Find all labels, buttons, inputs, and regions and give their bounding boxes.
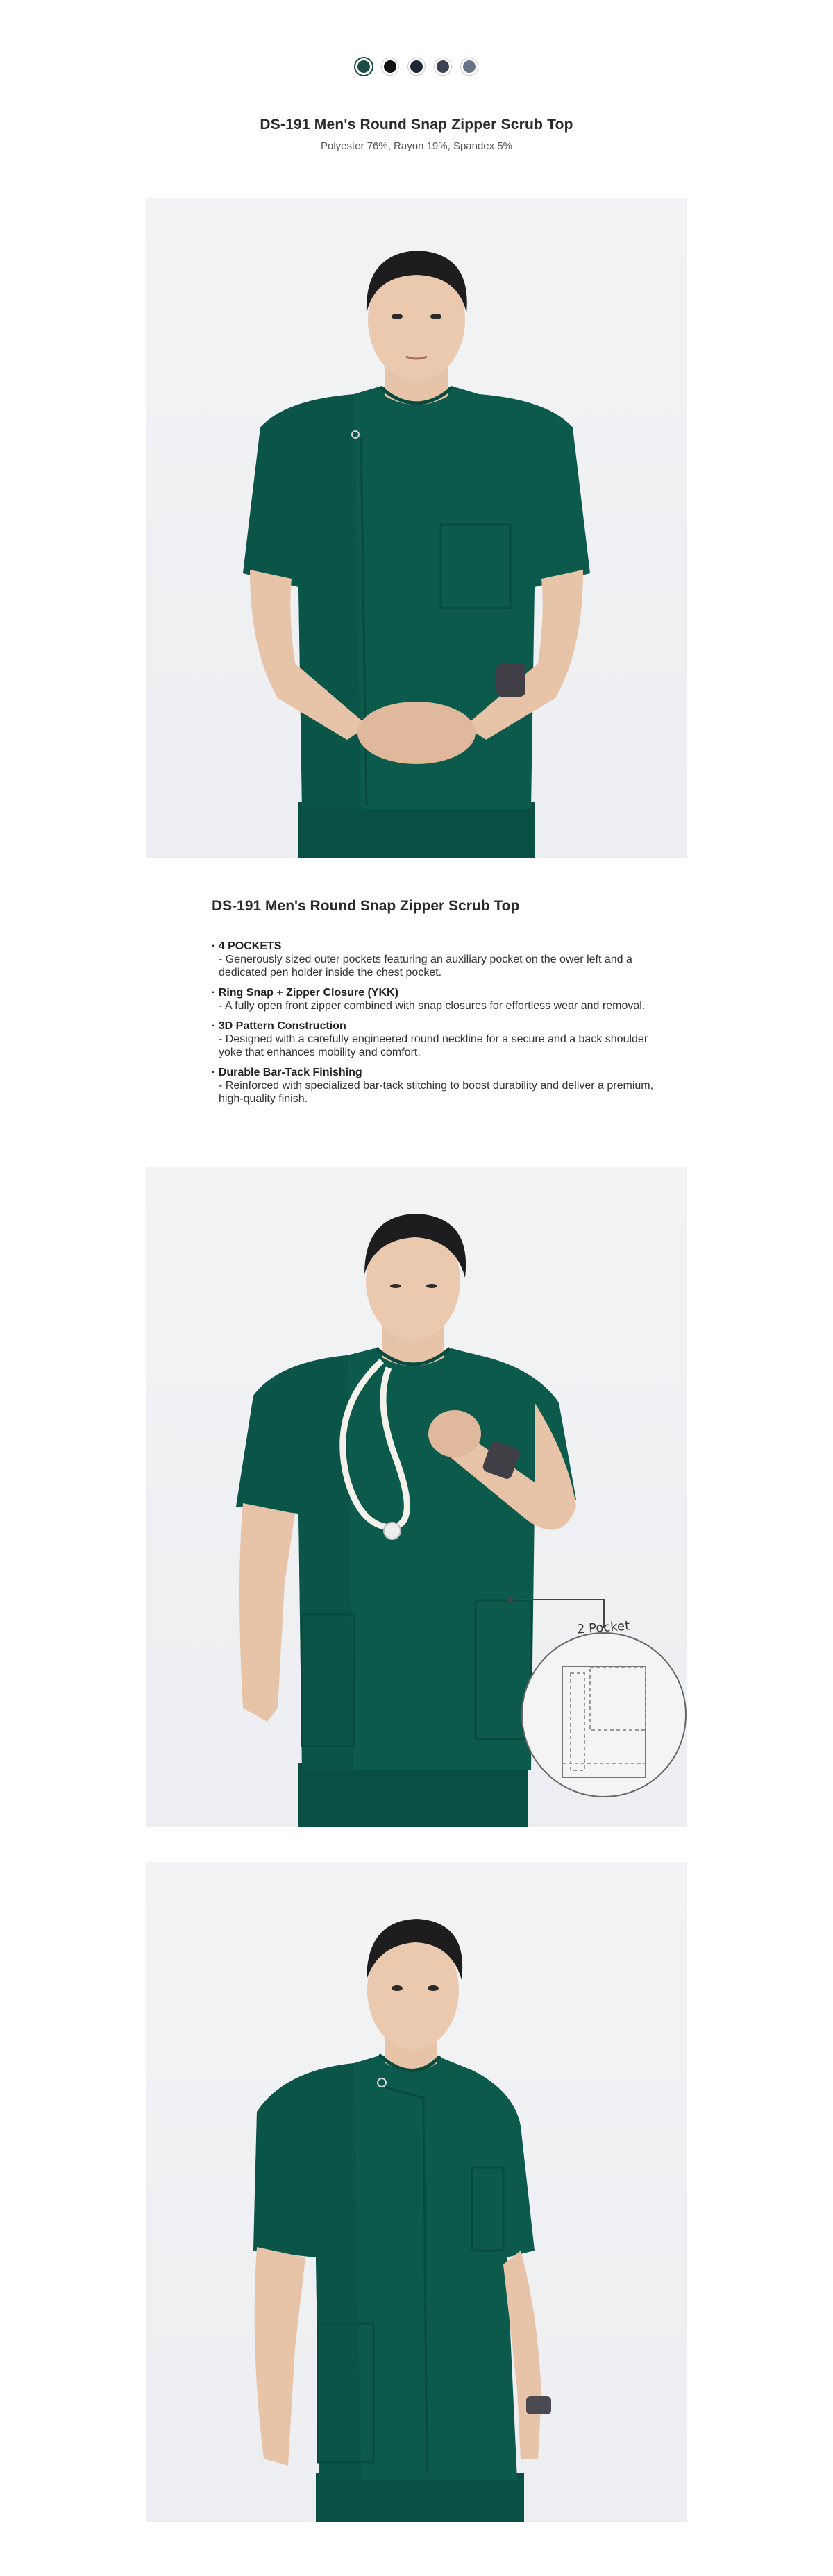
- feature-heading: · 3D Pattern Construction: [212, 1020, 346, 1032]
- product-material: Polyester 76%, Rayon 19%, Spandex 5%: [321, 140, 512, 152]
- color-swatch-black[interactable]: [382, 58, 398, 75]
- feature-item: [212, 1066, 656, 1105]
- product-description: [212, 898, 656, 1112]
- color-swatch-slate[interactable]: [461, 58, 478, 75]
- feature-text: - A fully open front zipper combined with snap closures for effortless wear and removal.: [219, 1000, 646, 1012]
- color-swatch-navy[interactable]: [408, 58, 425, 75]
- model-front-illustration: [146, 198, 687, 858]
- model-angle-illustration: [146, 1862, 687, 2522]
- product-photo-front: [146, 198, 687, 858]
- model-stethoscope-illustration: [146, 1167, 687, 1827]
- product-title: DS-191 Men's Round Snap Zipper Scrub Top: [260, 117, 573, 133]
- feature-text: - Generously sized outer pockets featuring an auxiliary pocket on the ower left and a dedicated pen holder inside the chest pocket.: [219, 954, 632, 978]
- color-swatch-list: [0, 58, 833, 75]
- product-header: [0, 117, 833, 152]
- product-photo-angle: [146, 1862, 687, 2522]
- pocket-callout-label: 2 Pocket: [576, 1618, 630, 1637]
- feature-heading: · Durable Bar-Tack Finishing: [212, 1067, 362, 1078]
- feature-heading: · Ring Snap + Zipper Closure (YKK): [212, 987, 398, 999]
- feature-text: - Designed with a carefully engineered round neckline for a secure and a back shoulder yoke that enhances mobility and comfort.: [219, 1033, 648, 1058]
- feature-item: [212, 1019, 656, 1059]
- product-photo-pocket-detail: [146, 1167, 687, 1827]
- color-swatch-charcoal[interactable]: [435, 58, 451, 75]
- color-swatch-green[interactable]: [355, 58, 372, 75]
- feature-text: - Reinforced with specialized bar-tack stitching to boost durability and deliver a premium, high-quality finish.: [219, 1080, 654, 1105]
- feature-heading: · 4 POCKETS: [212, 940, 282, 952]
- feature-item: [212, 940, 656, 979]
- description-title: DS-191 Men's Round Snap Zipper Scrub Top: [212, 898, 520, 914]
- feature-item: [212, 986, 656, 1012]
